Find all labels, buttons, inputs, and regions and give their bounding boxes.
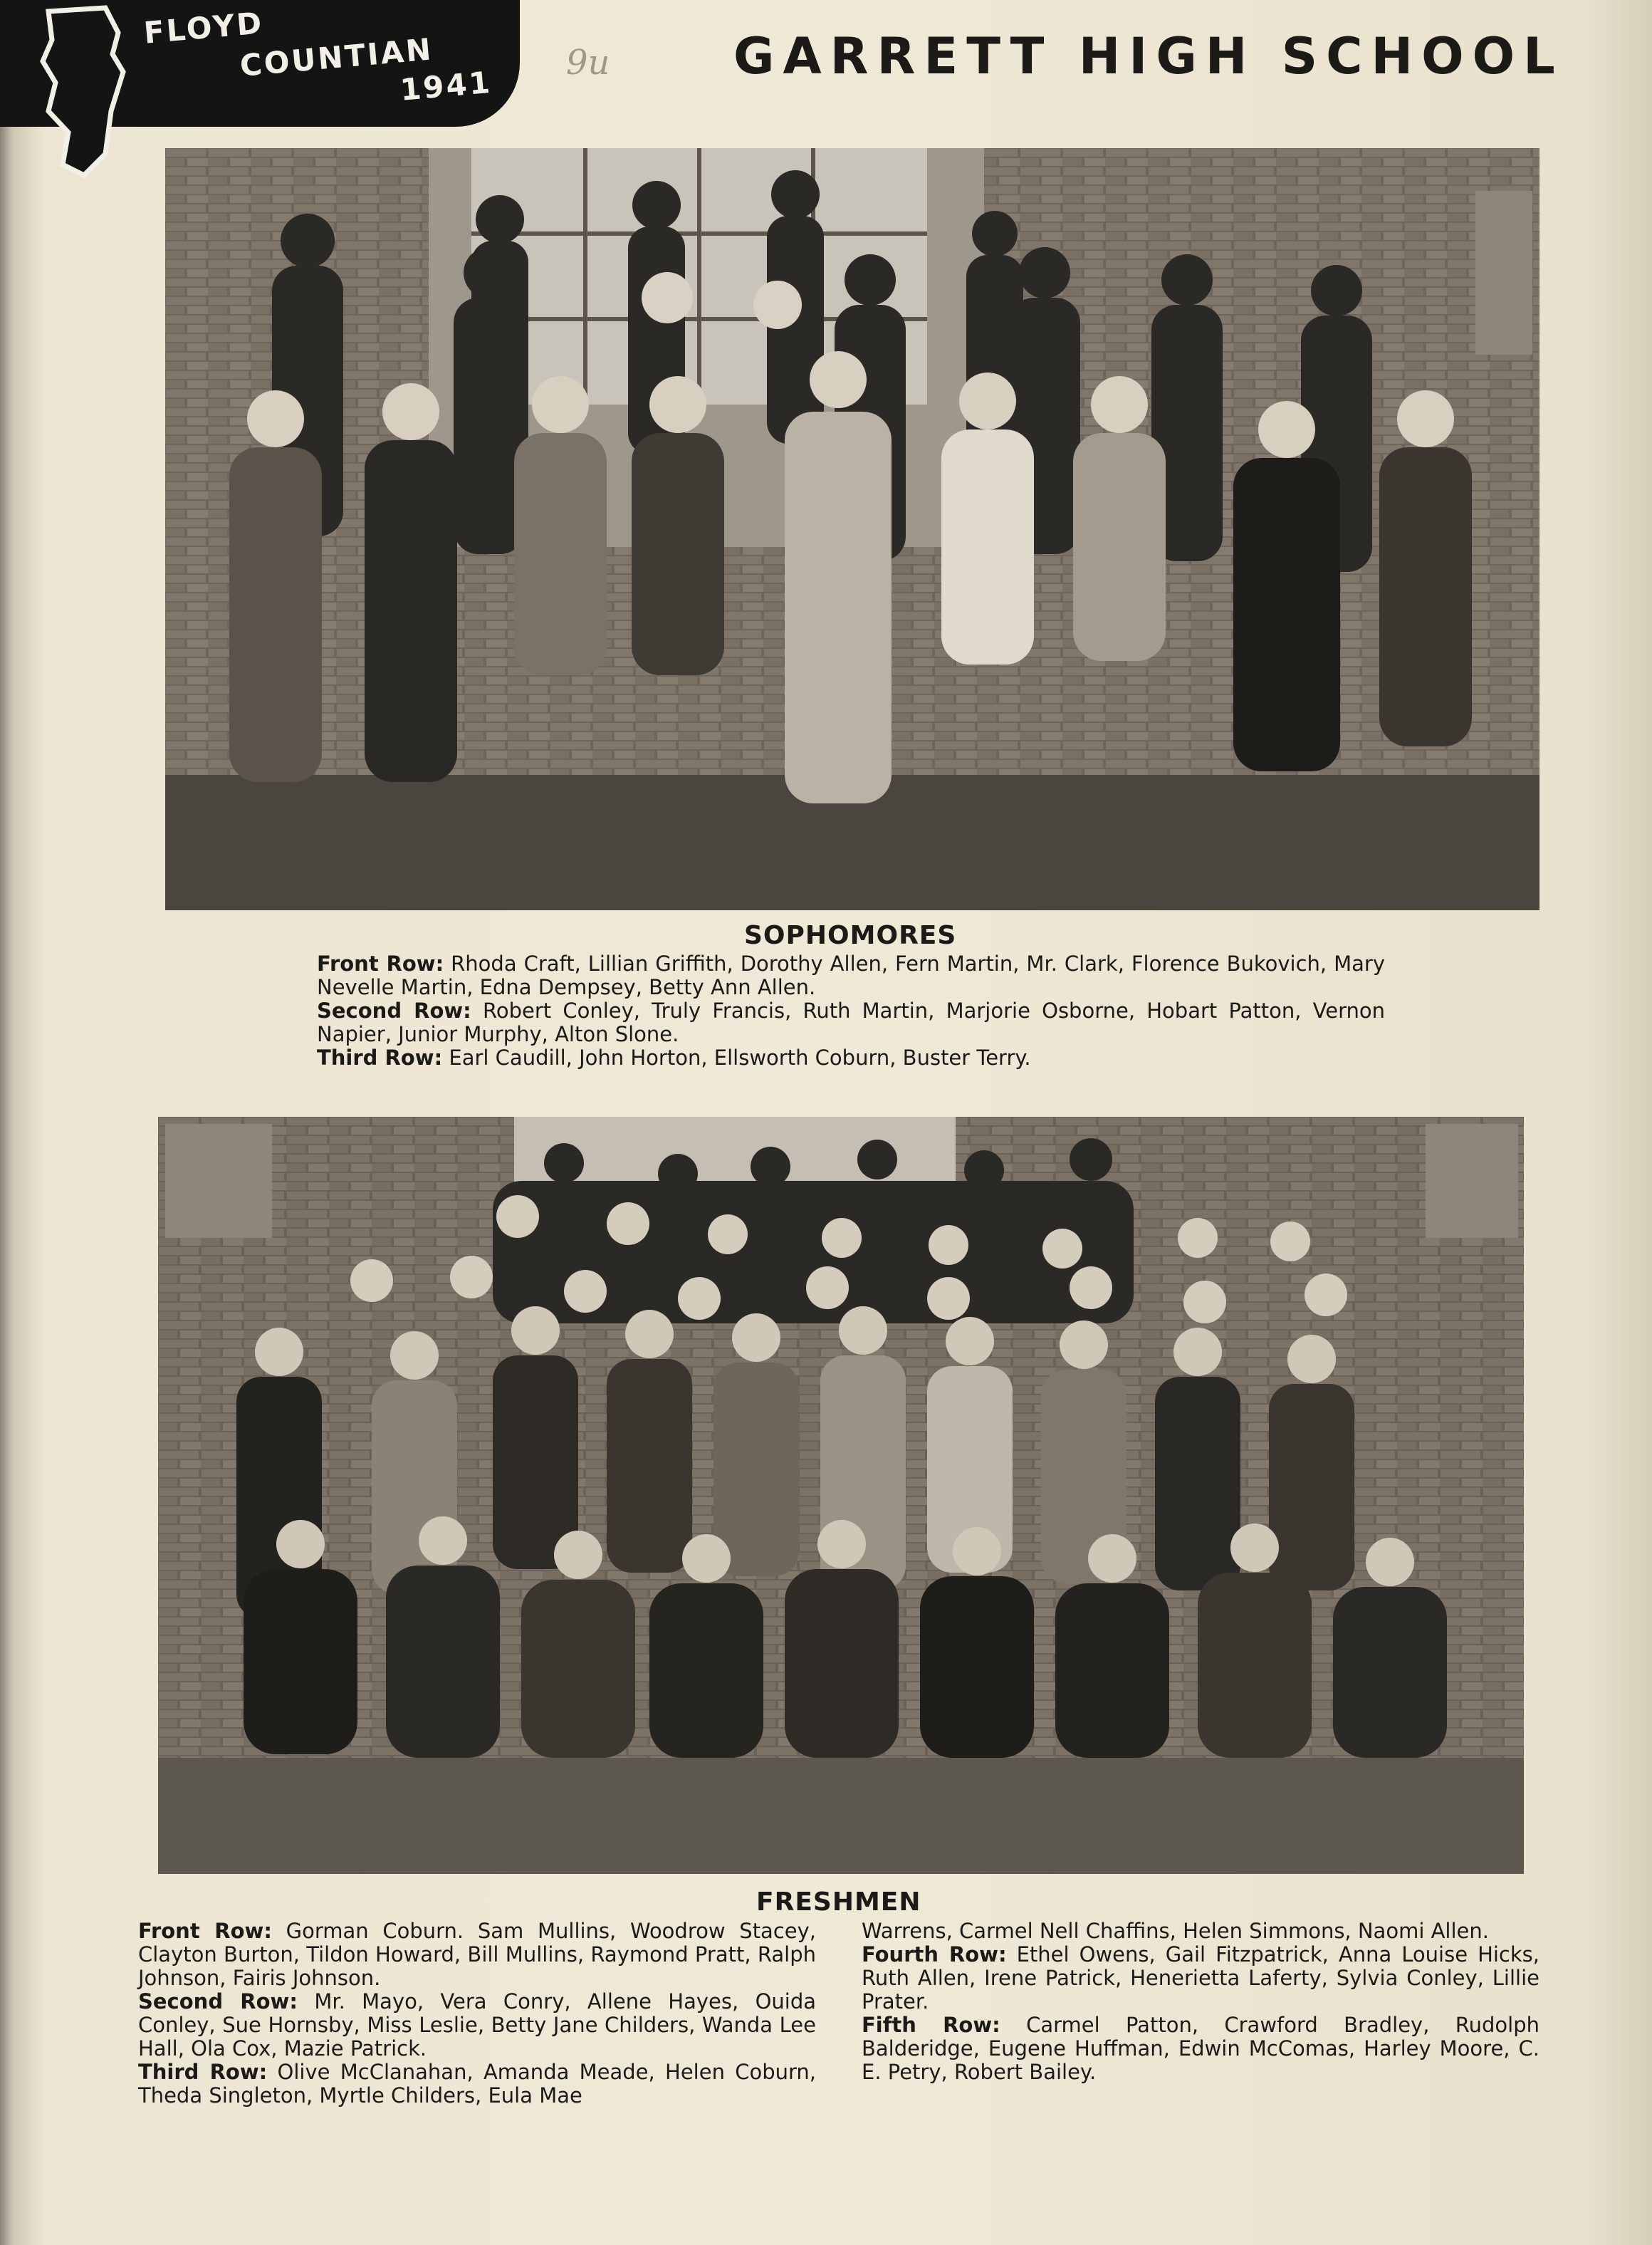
sophomores-third-row (317, 1046, 1385, 1070)
row-label: Fourth Row: (862, 1942, 1007, 1967)
state-map-icon (27, 4, 134, 182)
sophomores-front-row (317, 952, 1385, 999)
row-label: Third Row: (138, 2060, 268, 2084)
freshmen-front-row (138, 1920, 816, 1990)
row-names: Earl Caudill, John Horton, Ellsworth Coburn, Buster Terry. (449, 1046, 1031, 1070)
pencil-mark: 9u (566, 43, 610, 83)
row-names: Robert Conley, Truly Francis, Ruth Martin, Marjorie Osborne, Hobart Patton, Vernon Napier, Junior Murphy, Alton Slone. (317, 999, 1386, 1046)
sophomores-second-row (317, 999, 1385, 1046)
row-names: Carmel Patton, Crawford Bradley, Rudolph Balderidge, Eugene Huffman, Edwin McComas, Harley Moore, C. E. Petry, Robert Bailey. (862, 2013, 1539, 2084)
row-label: Front Row: (317, 952, 444, 976)
yearbook-badge (0, 0, 520, 127)
freshmen-photo (158, 1117, 1524, 1874)
freshmen-caption-right (862, 1920, 1539, 2084)
sophomores-photo (165, 148, 1539, 910)
row-label: Front Row: (138, 1919, 272, 1943)
row-label: Third Row: (317, 1046, 443, 1070)
row-names: Ethel Owens, Gail Fitzpatrick, Anna Louise Hicks, Ruth Allen, Irene Patrick, Henerietta Laferty, Sylvia Conley, Lillie Prater. (862, 1942, 1539, 2014)
sophomores-caption (317, 952, 1385, 1070)
row-names: Rhoda Craft, Lillian Griffith, Dorothy Allen, Fern Martin, Mr. Clark, Florence Bukovich, Mary Nevelle Martin, Edna Dempsey, Betty Ann Allen. (317, 952, 1385, 999)
freshmen-heading: FRESHMEN (756, 1887, 921, 1917)
freshmen-fifth-row (862, 2014, 1539, 2084)
row-names: Olive McClanahan, Amanda Meade, Helen Coburn, Theda Singleton, Myrtle Childers, Eula Mae (138, 2060, 817, 2108)
row-names: Gorman Coburn. Sam Mullins, Woodrow Stacey, Clayton Burton, Tildon Howard, Bill Mullins, Raymond Pratt, Ralph Johnson, Fairis Johnson. (138, 1919, 816, 1990)
freshmen-fourth-row (862, 1943, 1539, 2014)
row-label: Second Row: (317, 999, 471, 1023)
freshmen-third-row-cont (862, 1920, 1539, 1943)
page-title: GARRETT HIGH SCHOOL (733, 27, 1564, 85)
badge-countian: COUNTIAN (239, 31, 434, 83)
badge-floyd: FLOYD (142, 5, 266, 51)
freshmen-caption-left (138, 1920, 816, 2108)
freshmen-second-row (138, 1990, 816, 2061)
badge-year: 1941 (399, 64, 493, 108)
row-names: Mr. Mayo, Vera Conry, Allene Hayes, Ouida Conley, Sue Hornsby, Miss Leslie, Betty Jane Childers, Wanda Lee Hall, Ola Cox, Mazie Patrick. (138, 1989, 817, 2061)
row-names: Warrens, Carmel Nell Chaffins, Helen Simmons, Naomi Allen. (862, 1919, 1489, 1943)
row-label: Fifth Row: (862, 2013, 1000, 2037)
freshmen-third-row (138, 2061, 816, 2108)
row-label: Second Row: (138, 1989, 298, 2014)
sophomores-heading: SOPHOMORES (744, 921, 957, 950)
